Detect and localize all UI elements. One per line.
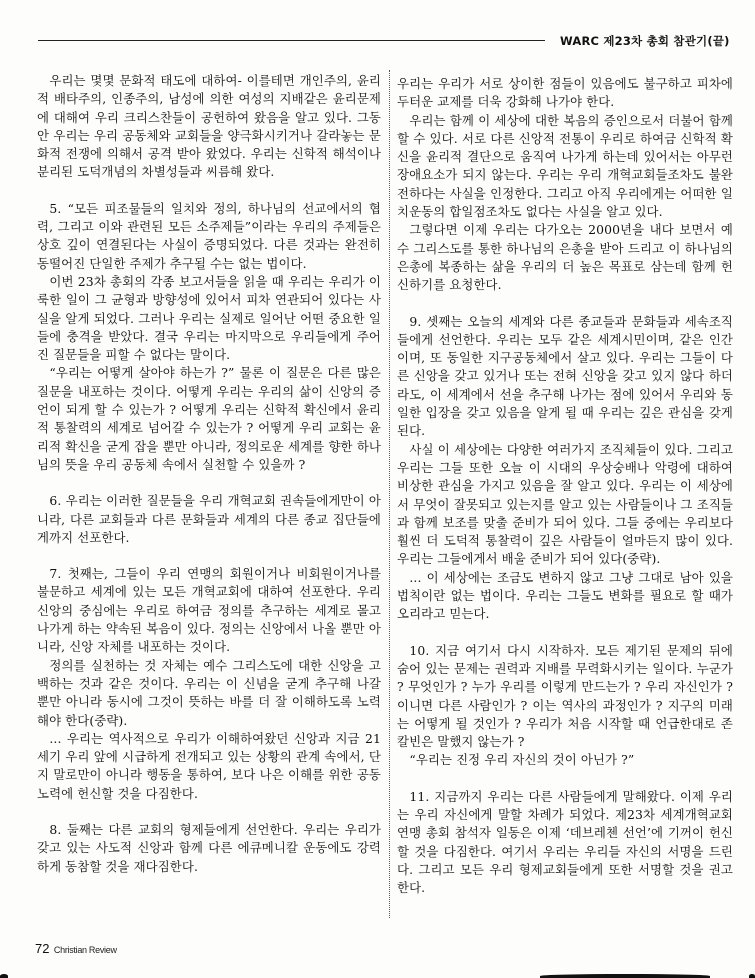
paragraph-9-change: ... 이 세상에는 조금도 변하지 않고 그냥 그대로 남아 있을 법칙이란 없는 법이다. 우리는 그들도 변화를 필요로 할 때가 오리라고 믿는다.: [397, 569, 733, 622]
paragraph-7-cont: 정의를 실천하는 것 자체는 예수 그리스도에 대한 신앙을 고백하는 것과 같은 것이다. 우리는 이 신념을 굳게 추구해 나갈 뿐만 아니라 동시에 그것이 뜻하는 바를 더 잘 이해하도록 노력해야 한다(중략).: [37, 657, 381, 728]
right-column: [397, 75, 733, 897]
header-rule: [38, 40, 545, 41]
paragraph-6: 6. 우리는 이러한 질문들을 우리 개혁교회 권속들에게만이 아니라, 다른 교회들과 다른 문화들과 세계의 다른 종교 집단들에게까지 선포한다.: [37, 493, 381, 545]
magazine-name: Christian Review: [53, 945, 117, 955]
paragraph-8-cont: 우리는 우리가 서로 상이한 점들이 있음에도 불구하고 피차에 두터운 교제를 더욱 강화해 나가야 한다.: [397, 76, 733, 110]
paragraph-7-commitment: ... 우리는 역사적으로 우리가 이해하여왔던 신앙과 지금 21세기 우리 앞에 시급하게 전개되고 있는 상황의 관계 속에서, 단지 말로만이 아니라 행동을 통하여, 보다 나은 이해를 위한 공동노력에 헌신할 것을 다짐한다.: [37, 730, 381, 801]
paragraph-8-request: 그렇다면 이제 우리는 다가오는 2000년을 내다 보면서 예수 그리스도를 통한 하나님의 은총을 받아 드리고 이 하나님의 은총에 복종하는 삶을 우리의 더 높은 목표로 삼는데 함께 헌신하기를 요청한다.: [397, 222, 733, 293]
running-title: WARC 제23차 총회 참관기(끝): [560, 34, 730, 48]
paragraph-10-quote: “우리는 진정 우리 자신의 것이 아닌가 ?”: [409, 752, 635, 768]
page-edge-shadow-right: [749, 974, 755, 978]
paragraph-9-cont: 사실 이 세상에는 다양한 여러가지 조직체들이 있다. 그리고 우리는 그들 또한 오늘 이 시대의 우상숭배나 악령에 대하여 비상한 관심을 가지고 있음을 잘 알고 있다. 우리는 이 세상에서 무엇이 잘못되고 있는지를 알고 있는 사람들이나 그 조직들과 함께 보조를 맞출 준비가 되어 있다. 그들 중에는 우리보다 훨씬 더 도덕적 통찰력이 깊은 사람들이 얼마든지 많이 있다. 우리는 그들에게서 배울 준비가 되어 있다(중략).: [397, 441, 733, 567]
paragraph-9: 9. 셋째는 오늘의 세계와 다른 종교들과 문화들과 세속조직들에게 선언한다. 우리는 모두 같은 세계시민이며, 같은 인간이며, 또 동일한 지구공동체에서 살고 있다. 우리는 그들이 다른 신앙을 갖고 있거나 또는 전혀 신앙을 갖고 있지 않다 하더라도, 이 세계에서 선을 추구해 나가는 점에 있어서 우리와 동일한 입장을 갖고 있음을 알게 될 때 우리는 깊은 관심을 갖게 된다.: [397, 313, 733, 439]
page-edge-shadow-left: [0, 974, 8, 978]
paragraph-8: 8. 둘째는 다른 교회의 형제들에게 선언한다. 우리는 우리가 갖고 있는 사도적 신앙과 함께 다른 에큐메니칼 운동에도 강력하게 동참할 것을 재다짐한다.: [37, 821, 381, 874]
page-edge-shadow-bottom: [540, 974, 710, 978]
paragraph-intro: 우리는 몇몇 문화적 태도에 대하여- 이를테면 개인주의, 윤리적 배타주의, 인종주의, 남성에 의한 여성의 지배같은 윤리문제에 대해여 우리 크리스찬들이 공헌하여 왔음을 알고 있다. 그동안 우리는 우리 공동체와 교회들을 양극화시키거나 갈라놓는 문화적 전쟁에 의해서 공격 받아 왔었다. 우리는 신학적 해석이나 분리된 도덕개념의 차별성들과 씨름해 왔다.: [37, 73, 381, 180]
page-number: 72: [35, 941, 50, 956]
paragraph-5: 5. “모든 피조물들의 일치와 정의, 하나님의 선교에서의 협력, 그리고 이와 관련된 모든 소주제들”이라는 우리의 주제들은 상호 깊이 연결된다는 사실이 증명되었다. 다른 것과는 완전히 동떨어진 단일한 주제가 추구될 수는 없는 법이다.: [37, 200, 381, 271]
paragraph-5-questions: “우리는 어떻게 살아야 하는가 ?” 물론 이 질문은 다른 많은 질문을 내포하는 것이다. 어떻게 우리는 우리의 삶이 신앙의 증언이 되게 할 수 있는가 ? 어떻게 우리는 신학적 확신에서 윤리적 통찰력의 세계로 넘어갈 수 있는가 ? 어떻게 우리 교회는 윤리적 확신을 굳게 잡을 뿐만 아니라, 정의로운 세계를 향한 하나님의 뜻을 우리 공동체 속에서 실천할 수 있을까 ?: [37, 365, 381, 472]
paragraph-11: 11. 지금까지 우리는 다른 사람들에게 말해왔다. 이제 우리는 우리 자신에게 말할 차례가 되었다. 제23차 세계개혁교회연맹 총회 참석자 일동은 이제 ‘데브레첸 선언’에 기꺼이 헌신할 것을 다짐한다. 여기서 우리는 우리들 자신의 서명을 드린다. 그리고 모든 우리 형제교회들에게 또한 서명할 것을 권고한다.: [397, 788, 733, 896]
paragraph-5-cont: 이번 23차 총회의 각종 보고서들을 읽을 때 우리는 우리가 이룩한 일이 그 균형과 방향성에 있어서 피차 연관되어 있다는 사실을 알게 되었다. 그러나 우리는 실제로 일어난 어떤 중요한 일들에 충격을 받았다. 결국 우리는 마지막으로 우리들에게 주어진 질문들을 피할 수 없다는 말이다.: [37, 273, 381, 363]
paragraph-7: 7. 첫째는, 그들이 우리 연맹의 회원이거나 비회원이거나를 불문하고 세계에 있는 모든 개혁교회에 대하여 선포한다. 우리 신앙의 중심에는 우리로 하여금 정의를 추구하는 세계로 몰고 나가게 하는 약속된 복음이 있다. 정의는 신앙에서 나올 뿐만 아니라, 신앙 자체를 내포하는 것이다.: [37, 566, 381, 655]
paragraph-8-witness: 우리는 함께 이 세상에 대한 복음의 증인으로서 더불어 함께 할 수 있다. 서로 다른 신앙적 전통이 우리로 하여금 신학적 확신을 윤리적 결단으로 움직여 나가게 하는데 있어서는 아무런 장애요소가 되지 않는다. 우리는 우리 개혁교회들조차도 불완전하다는 사실을 인정한다. 그리고 아직 우리에게는 어떠한 일치운동의 합일점조차도 없다는 사실을 알고 있다.: [397, 112, 733, 220]
left-column: [37, 72, 381, 876]
column-divider: [389, 70, 390, 918]
paragraph-10: 10. 지금 여기서 다시 시작하자. 모든 제기된 문제의 뒤에 숨어 있는 문제는 권력과 지배를 무력화시키는 일이다. 누군가 ? 무엇인가 ? 누가 우리를 이렇게 만드는가 ? 우리 자신인가 ? 이니면 다른 사람인가 ? 이는 역사의 과정인가 ? 지구의 미래는 어떻게 될 것인가 ? 우리가 처음 시작할 때 언급한대로 존 칼빈은 말했지 않는가 ?: [397, 642, 733, 750]
page-footer: [35, 940, 117, 958]
